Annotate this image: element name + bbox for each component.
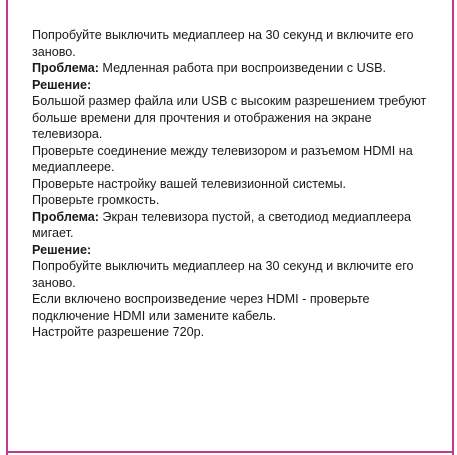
problem-line <box>32 209 437 242</box>
left-border <box>6 0 8 455</box>
bottom-border <box>6 451 454 453</box>
solution-heading: Решение: <box>32 242 92 257</box>
solution-line: Проверьте громкость. <box>32 193 160 207</box>
problem-label: Проблема: <box>32 209 99 224</box>
troubleshooting-text <box>32 27 437 341</box>
solution-line: Проверьте соединение между телевизором и разъемом HDMI на медиаплеере. <box>32 143 413 174</box>
right-border <box>452 0 454 455</box>
solution-line: Попробуйте выключить медиаплеер на 30 секунд и включите его заново. <box>32 259 414 290</box>
problem-text: Экран телевизора пустой, а светодиод медиаплеера мигает. <box>32 209 412 240</box>
solution-line: Проверьте настройку вашей телевизионной системы. <box>32 176 347 191</box>
solution-line: Если включено воспроизведение через HDMI - проверьте подключение HDMI или замените кабель. <box>32 292 370 323</box>
solution-line: Попробуйте выключить медиаплеер на 30 секунд и включите его заново. <box>32 28 414 59</box>
problem-line <box>32 60 437 77</box>
solution-line: Настройте разрешение 720p. <box>32 325 205 339</box>
solution-heading: Решение: <box>32 77 92 92</box>
solution-line: Большой размер файла или USB с высоким разрешением требуют больше времени для прочтения и отображения на экране телевизора. <box>32 94 427 141</box>
problem-text: Медленная работа при воспроизведении с USB. <box>98 61 386 75</box>
problem-label: Проблема: <box>32 61 99 75</box>
